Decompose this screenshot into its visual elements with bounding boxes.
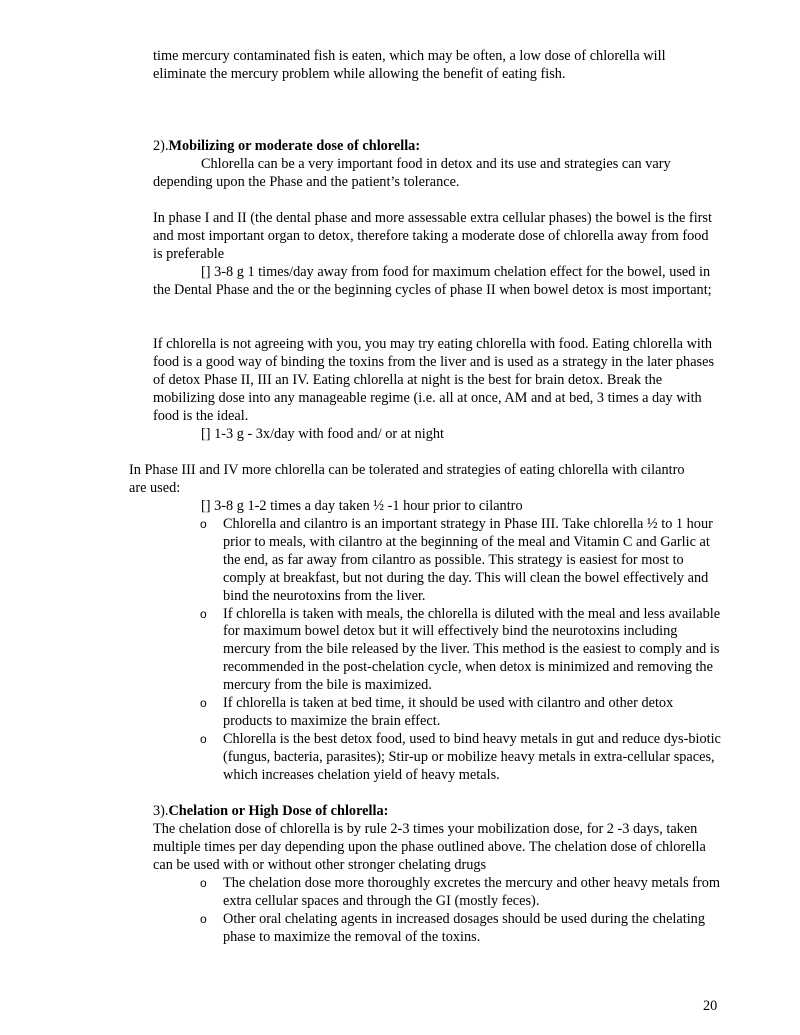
page-number: 20 [703, 998, 718, 1014]
list-item [153, 606, 723, 696]
list-item [153, 695, 723, 731]
dose-2-line: [] 1-3 g - 3x/day with food and/ or at night [201, 426, 444, 442]
dose-3-line: [] 3-8 g 1-2 times a day taken ½ -1 hour prior to cilantro [201, 498, 523, 514]
section-3-body: The chelation dose of chlorella is by rule 2-3 times your mobilization dose, for 2 -3 days, taken multiple times per day depending upon the phase outlined above. The chelation dose of chlorella can be used with or without other stronger chelating drugs [153, 821, 706, 873]
list-item [153, 731, 723, 785]
bullet-text: Chlorella and cilantro is an important strategy in Phase III. Take chlorella ½ to 1 hour prior to meals, with cilantro at the beginning of the meal and Vitamin C and Garlic at the end, as far away from cilantro as possible. This strategy is easiest for most to comply at breakfast, but not during the day. This will clean the bowel effectively and bind the neurotoxins from the liver. [223, 516, 713, 604]
bullet-text: If chlorella is taken at bed time, it should be used with cilantro and other detox products to maximize the brain effect. [223, 695, 674, 729]
bullet-marker: o [200, 731, 207, 746]
bullet-text: If chlorella is taken with meals, the chlorella is diluted with the meal and less available for maximum bowel detox but it will effectively bind the neurotoxins including mercury from the bile released by the liver. This method is the easiest to comply and is recommended in the post-chelation cycle, when detox is minimized and removing the mercury from the bile is maximized. [223, 605, 721, 694]
phase-3-bullet-list [153, 516, 723, 785]
section-3-number: 3). [153, 803, 169, 819]
bullet-marker: o [200, 606, 207, 621]
bullet-marker: o [200, 876, 207, 890]
bullet-marker: o [200, 517, 207, 531]
phase-3-4-paragraph: In Phase III and IV more chlorella can be tolerated and strategies of eating chlorella with cilantro are used: [129, 462, 685, 496]
section-2-intro: Chlorella can be a very important food in detox and its use and strategies can vary depending upon the Phase and the patient’s tolerance. [153, 156, 671, 190]
section-3-heading [153, 803, 719, 821]
section-2-heading [153, 138, 719, 156]
bullet-text: The chelation dose more thoroughly excretes the mercury and other heavy metals from extra cellular spaces and through the GI (mostly feces). [223, 875, 721, 909]
with-food-paragraph: If chlorella is not agreeing with you, you may try eating chlorella with food. Eating chlorella with food is a good way of binding the toxins from the liver and is used as a strategy in the later phases of detox Phase II, III an IV. Eating chlorella at night is the best for brain detox. Break the mobilizing dose into any manageable regime (i.e. all at once, AM and at bed, 3 times a day with food is the ideal. [153, 336, 715, 424]
section-2-number: 2). [153, 138, 169, 154]
list-item [153, 875, 723, 911]
section-2-title: Mobilizing or moderate dose of chlorella: [168, 138, 421, 154]
intro-paragraph: time mercury contaminated fish is eaten, which may be often, a low dose of chlorella will eliminate the mercury problem while allowing the benefit of eating fish. [153, 48, 666, 82]
chelation-bullet-list [153, 875, 723, 947]
section-3-title: Chelation or High Dose of chlorella: [168, 803, 389, 819]
bullet-marker: o [200, 696, 207, 711]
phase-1-2-paragraph: In phase I and II (the dental phase and more assessable extra cellular phases) the bowel is the first and most important organ to detox, therefore taking a moderate dose of chlorella away from food is preferable [153, 210, 712, 262]
bullet-text: Chlorella is the best detox food, used to bind heavy metals in gut and reduce dys-biotic (fungus, bacteria, parasites); Stir-up or mobilize heavy metals in extra-cellular spaces, which increases chelation yield of heavy metals. [223, 730, 721, 783]
bullet-marker: o [200, 911, 207, 926]
dose-1-paragraph: [] 3-8 g 1 times/day away from food for maximum chelation effect for the bowel, used in the Dental Phase and the or the beginning cycles of phase II when bowel detox is most important; [153, 264, 712, 298]
list-item [153, 911, 723, 947]
list-item [153, 516, 723, 606]
bullet-text: Other oral chelating agents in increased dosages should be used during the chelating phase to maximize the removal of the toxins. [223, 910, 705, 945]
